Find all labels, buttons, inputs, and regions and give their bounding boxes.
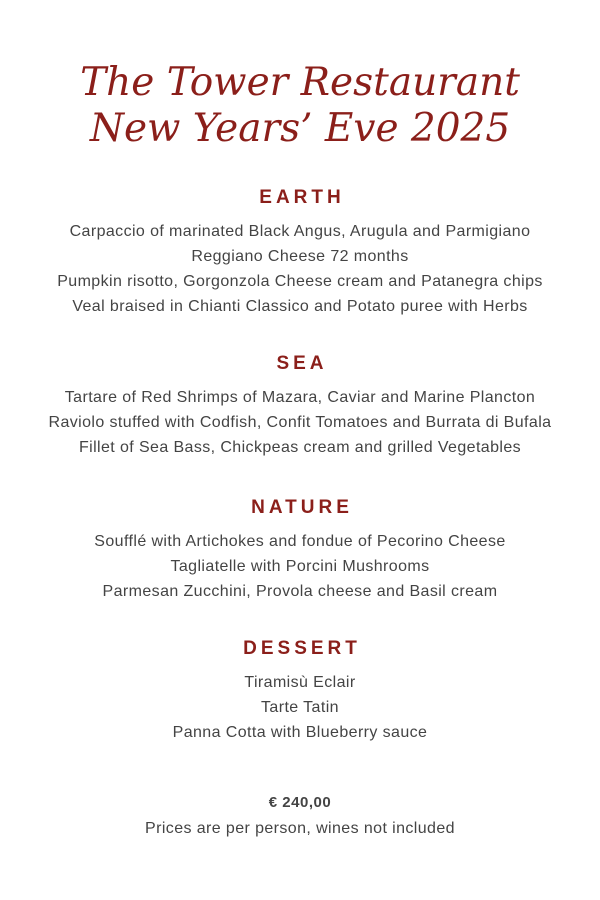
- section-earth: [0, 186, 600, 319]
- nature-item-list: [0, 529, 600, 604]
- section-sea: [0, 352, 600, 460]
- menu-item: Veal braised in Chianti Classico and Potato puree with Herbs: [72, 298, 528, 315]
- menu-title: [0, 60, 600, 152]
- menu-item: Reggiano Cheese 72 months: [191, 248, 409, 265]
- menu-item: Tiramisù Eclair: [244, 674, 356, 691]
- section-heading-dessert: DESSERT: [243, 638, 361, 659]
- price-note: Prices are per person, wines not included: [145, 820, 455, 837]
- menu-item: Tartare of Red Shrimps of Mazara, Caviar and Marine Plancton: [64, 389, 536, 406]
- section-heading-nature: NATURE: [251, 497, 353, 518]
- title-line-event: New Years’ Eve 2025: [89, 106, 511, 151]
- section-nature: [0, 496, 600, 604]
- section-dessert: [0, 637, 600, 745]
- menu-item: Pumpkin risotto, Gorgonzola Cheese cream and Patanegra chips: [57, 273, 543, 290]
- menu-price: € 240,00: [268, 794, 332, 811]
- menu-item: Raviolo stuffed with Codfish, Confit Tomatoes and Burrata di Bufala: [48, 414, 552, 431]
- earth-item-list: [0, 219, 600, 319]
- section-heading-sea: SEA: [276, 353, 328, 374]
- menu-item: Parmesan Zucchini, Provola cheese and Basil cream: [102, 583, 498, 600]
- title-line-restaurant: The Tower Restaurant: [80, 60, 520, 105]
- dessert-item-list: [0, 670, 600, 745]
- menu-item: Panna Cotta with Blueberry sauce: [172, 724, 428, 741]
- price-footer: [0, 792, 600, 841]
- menu-item: Carpaccio of marinated Black Angus, Arugula and Parmigiano: [69, 223, 531, 240]
- menu-item: Tagliatelle with Porcini Mushrooms: [170, 558, 430, 575]
- section-heading-earth: EARTH: [259, 187, 345, 208]
- menu-item: Tarte Tatin: [261, 699, 339, 716]
- sea-item-list: [0, 385, 600, 460]
- menu-item: Fillet of Sea Bass, Chickpeas cream and grilled Vegetables: [78, 439, 522, 456]
- menu-item: Soufflé with Artichokes and fondue of Pecorino Cheese: [94, 533, 506, 550]
